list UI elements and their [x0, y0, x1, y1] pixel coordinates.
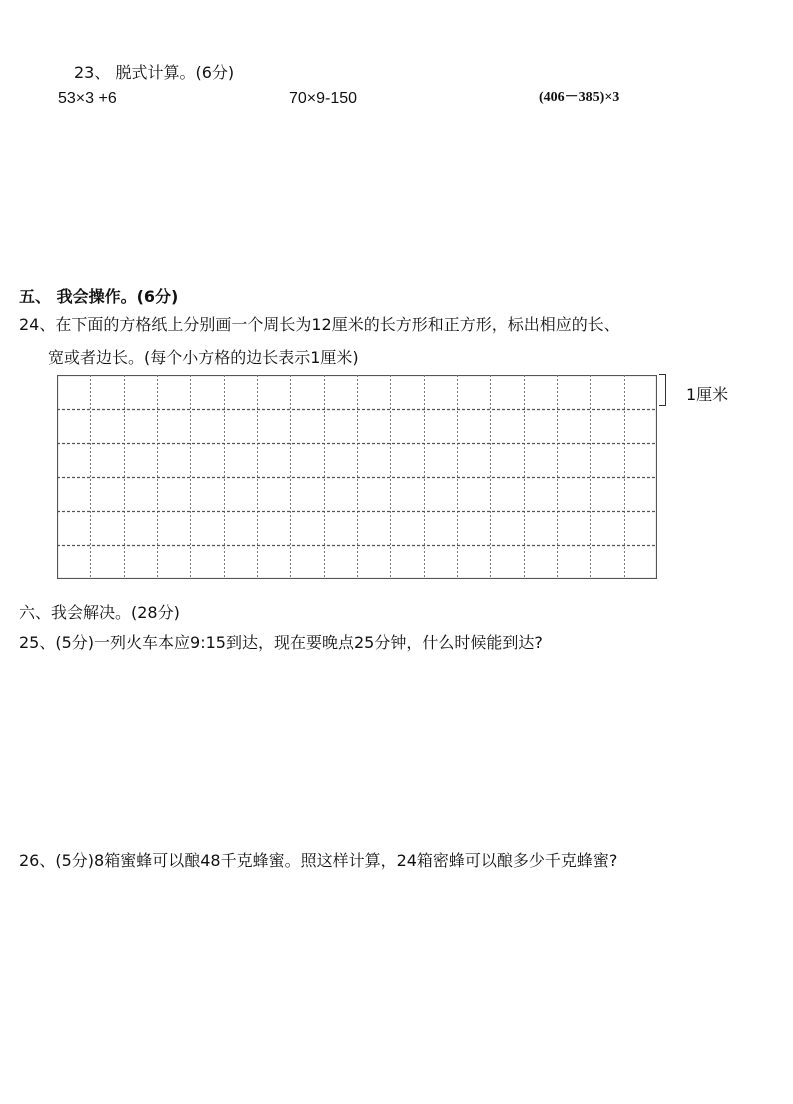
section5-heading: 五、 我会操作。(6分)	[19, 287, 179, 306]
q23-heading: 23、 脱式计算。(6分)	[74, 63, 235, 82]
q24-line1: 24、在下面的方格纸上分别画一个周长为12厘米的长方形和正方形，标出相应的长、	[19, 315, 620, 334]
q25-text: 25、(5分)一列火车本应9:15到达，现在要晚点25分钟，什么时候能到达?	[19, 633, 543, 652]
grid-svg	[57, 375, 657, 579]
section6-heading: 六、我会解决。(28分)	[19, 603, 180, 622]
unit-brace	[659, 374, 666, 406]
q26-text: 26、(5分)8箱蜜蜂可以酿48千克蜂蜜。照这样计算，24箱密蜂可以酿多少千克蜂蜜?	[19, 851, 618, 870]
grid-paper[interactable]	[57, 375, 657, 579]
q24-line2: 宽或者边长。(每个小方格的边长表示1厘米)	[48, 348, 359, 367]
q23-expression-3: (406－385)×3	[539, 90, 620, 105]
unit-label: 1厘米	[686, 385, 729, 404]
q23-expression-1: 53×3 +6	[58, 90, 117, 107]
q23-expression-2: 70×9-150	[289, 90, 358, 107]
